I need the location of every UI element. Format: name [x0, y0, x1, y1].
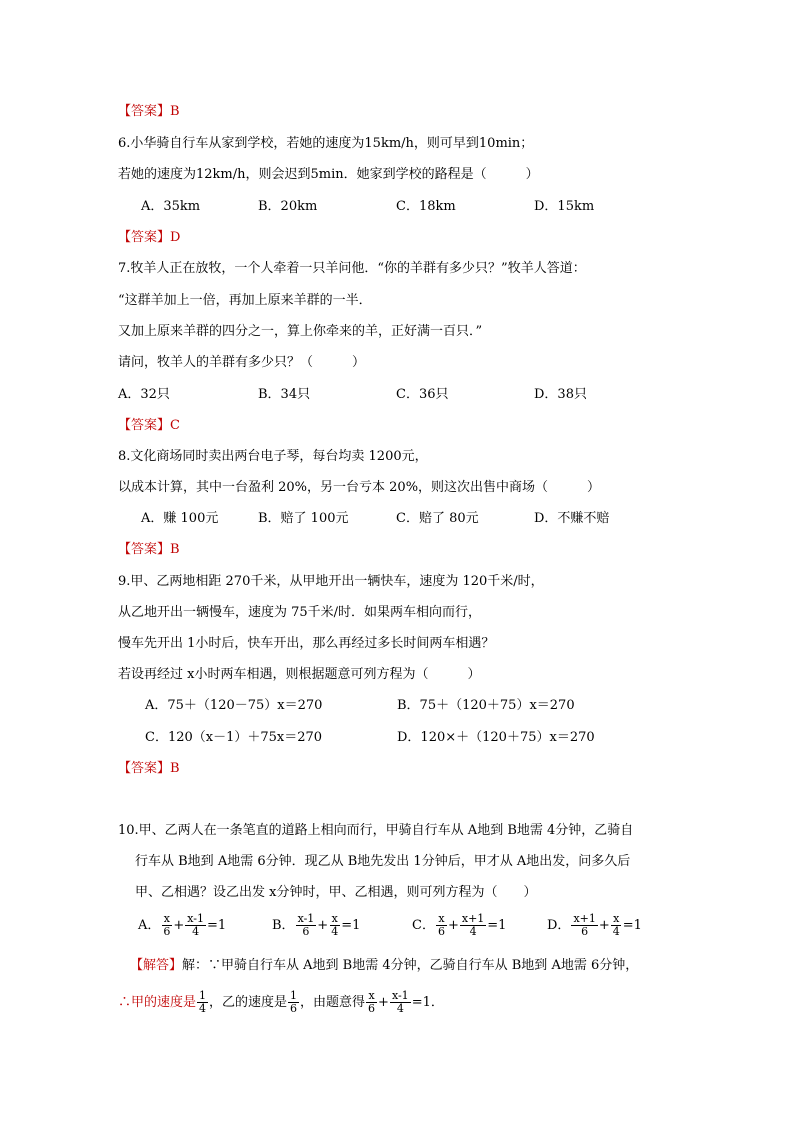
fraction: $\frac{x}{6}$: [368, 989, 376, 1015]
q10-solution-line2: ∴甲的速度是 $\frac{1}{4}$ ，乙的速度是 $\frac{1}{6}$ ，由题意得 $\frac{x}{6}$ + $\frac{x-1}{4}$ =1．: [118, 989, 444, 1015]
answer-7: [118, 417, 180, 435]
q6-option-c: C．18km: [396, 199, 456, 214]
fraction: $\frac{1}{4}$: [199, 989, 207, 1015]
fraction: $\frac{x+1}{4}$: [461, 912, 485, 938]
fraction: $\frac{x+1}{6}$: [573, 912, 596, 938]
answer-value: B: [170, 104, 180, 119]
q9-line2: 从乙地开出一辆慢车，速度为 75千米/时．如果两车相向而行，: [118, 605, 482, 620]
answer-tag: 【答案】: [118, 230, 171, 245]
q6-option-b: B．20km: [258, 199, 318, 214]
fraction: $\frac{x-1}{4}$: [391, 989, 409, 1015]
q7-option-a: A．32只: [118, 387, 170, 402]
answer-tag: 【答案】: [118, 761, 171, 776]
fraction: $\frac{1}{6}$: [290, 989, 298, 1015]
fraction: $\frac{x}{6}$: [163, 912, 171, 938]
fraction: $\frac{x}{4}$: [612, 912, 620, 938]
answer-value: C: [170, 418, 180, 433]
answer-9: [118, 760, 180, 778]
q10-option-a: A． $\frac{x}{6}$ + $\frac{x-1}{4}$ =1: [138, 912, 227, 938]
q8-line1: 8.文化商场同时卖出两台电子琴，每台均卖 1200元，: [118, 449, 428, 464]
q8-option-c: C．赔了 80元: [396, 511, 479, 526]
q8-option-b: B．赔了 100元: [258, 511, 349, 526]
q9-line3: 慢车先开出 1小时后，快车开出，那么再经过多长时间两车相遇？: [118, 636, 495, 651]
q6-line1: 6.小华骑自行车从家到学校，若她的速度为15km/h，则可早到10min；: [118, 136, 534, 151]
q7-option-d: D．38只: [534, 387, 587, 402]
q9-line1: 9.甲、乙两地相距 270千米，从甲地开出一辆快车，速度为 120千米/时，: [118, 574, 544, 589]
q10-option-b: B． $\frac{x-1}{6}$ + $\frac{x}{4}$ =1: [272, 912, 361, 938]
q10-line2: 行车从 B地到 A地需 6分钟．现乙从 B地先发出 1分钟后，甲才从 A地出发，问多久后: [135, 854, 631, 869]
q10-line1: 10.甲、乙两人在一条笔直的道路上相向而行，甲骑自行车从 A地到 B地需 4分钟，乙骑自: [118, 823, 634, 838]
q7-option-c: C．36只: [396, 387, 449, 402]
answer-8: [118, 541, 180, 559]
q10-line3: 甲、乙相遇？设乙出发 x分钟时，甲、乙相遇，则可列方程为（ ）: [135, 885, 537, 900]
answer-tag: 【答案】: [118, 418, 171, 433]
q6-line2: 若她的速度为12km/h，则会迟到5min．她家到学校的路程是（ ）: [118, 167, 539, 182]
q10-option-d: D． $\frac{x+1}{6}$ + $\frac{x}{4}$ =1: [547, 912, 642, 938]
q7-line2: “这群羊加上一倍，再加上原来羊群的一半．: [118, 293, 372, 308]
answer-5: [118, 103, 180, 121]
answer-value: B: [170, 761, 180, 776]
q7-line4: 请问，牧羊人的羊群有多少只？（ ）: [118, 355, 366, 370]
q7-option-b: B．34只: [258, 387, 311, 402]
fraction: $\frac{x}{4}$: [331, 912, 339, 938]
solution-tag: 【解答】: [130, 958, 183, 973]
q9-option-d: D．120×＋（120＋75）x＝270: [397, 730, 595, 745]
q6-option-d: D．15km: [534, 199, 595, 214]
q8-option-d: D．不赚不赔: [534, 511, 610, 526]
q7-line3: 又加上原来羊群的四分之一，算上你牵来的羊，正好满一百只．”: [118, 324, 483, 339]
answer-tag: 【答案】: [118, 542, 171, 557]
solution-text: 解：∵甲骑自行车从 A地到 B地需 4分钟，乙骑自行车从 B地到 A地需 6分钟，: [182, 958, 639, 973]
q10-solution-line1: [130, 957, 638, 975]
answer-6: [118, 229, 180, 247]
q8-option-a: A．赚 100元: [141, 511, 219, 526]
fraction: $\frac{x-1}{4}$: [187, 912, 205, 938]
q9-option-b: B．75＋（120＋75）x＝270: [397, 698, 575, 713]
q8-line2: 以成本计算，其中一台盈利 20%，另一台亏本 20%，则这次出售中商场（ ）: [118, 480, 601, 495]
answer-value: B: [170, 542, 180, 557]
q6-option-a: A．35km: [141, 199, 201, 214]
q9-line4: 若设再经过 x小时两车相遇，则根据题意可列方程为（ ）: [118, 667, 481, 682]
answer-value: D: [170, 230, 181, 245]
q7-line1: 7.牧羊人正在放牧，一个人牵着一只羊问他．“你的羊群有多少只？”牧羊人答道：: [118, 261, 586, 276]
fraction: $\frac{x-1}{6}$: [297, 912, 315, 938]
q9-option-a: A．75＋（120－75）x＝270: [145, 698, 323, 713]
q10-option-c: C． $\frac{x}{6}$ + $\frac{x+1}{4}$ =1: [412, 912, 507, 938]
answer-tag: 【答案】: [118, 104, 171, 119]
fraction: $\frac{x}{6}$: [437, 912, 445, 938]
q9-option-c: C．120（x－1）＋75x＝270: [145, 730, 323, 745]
